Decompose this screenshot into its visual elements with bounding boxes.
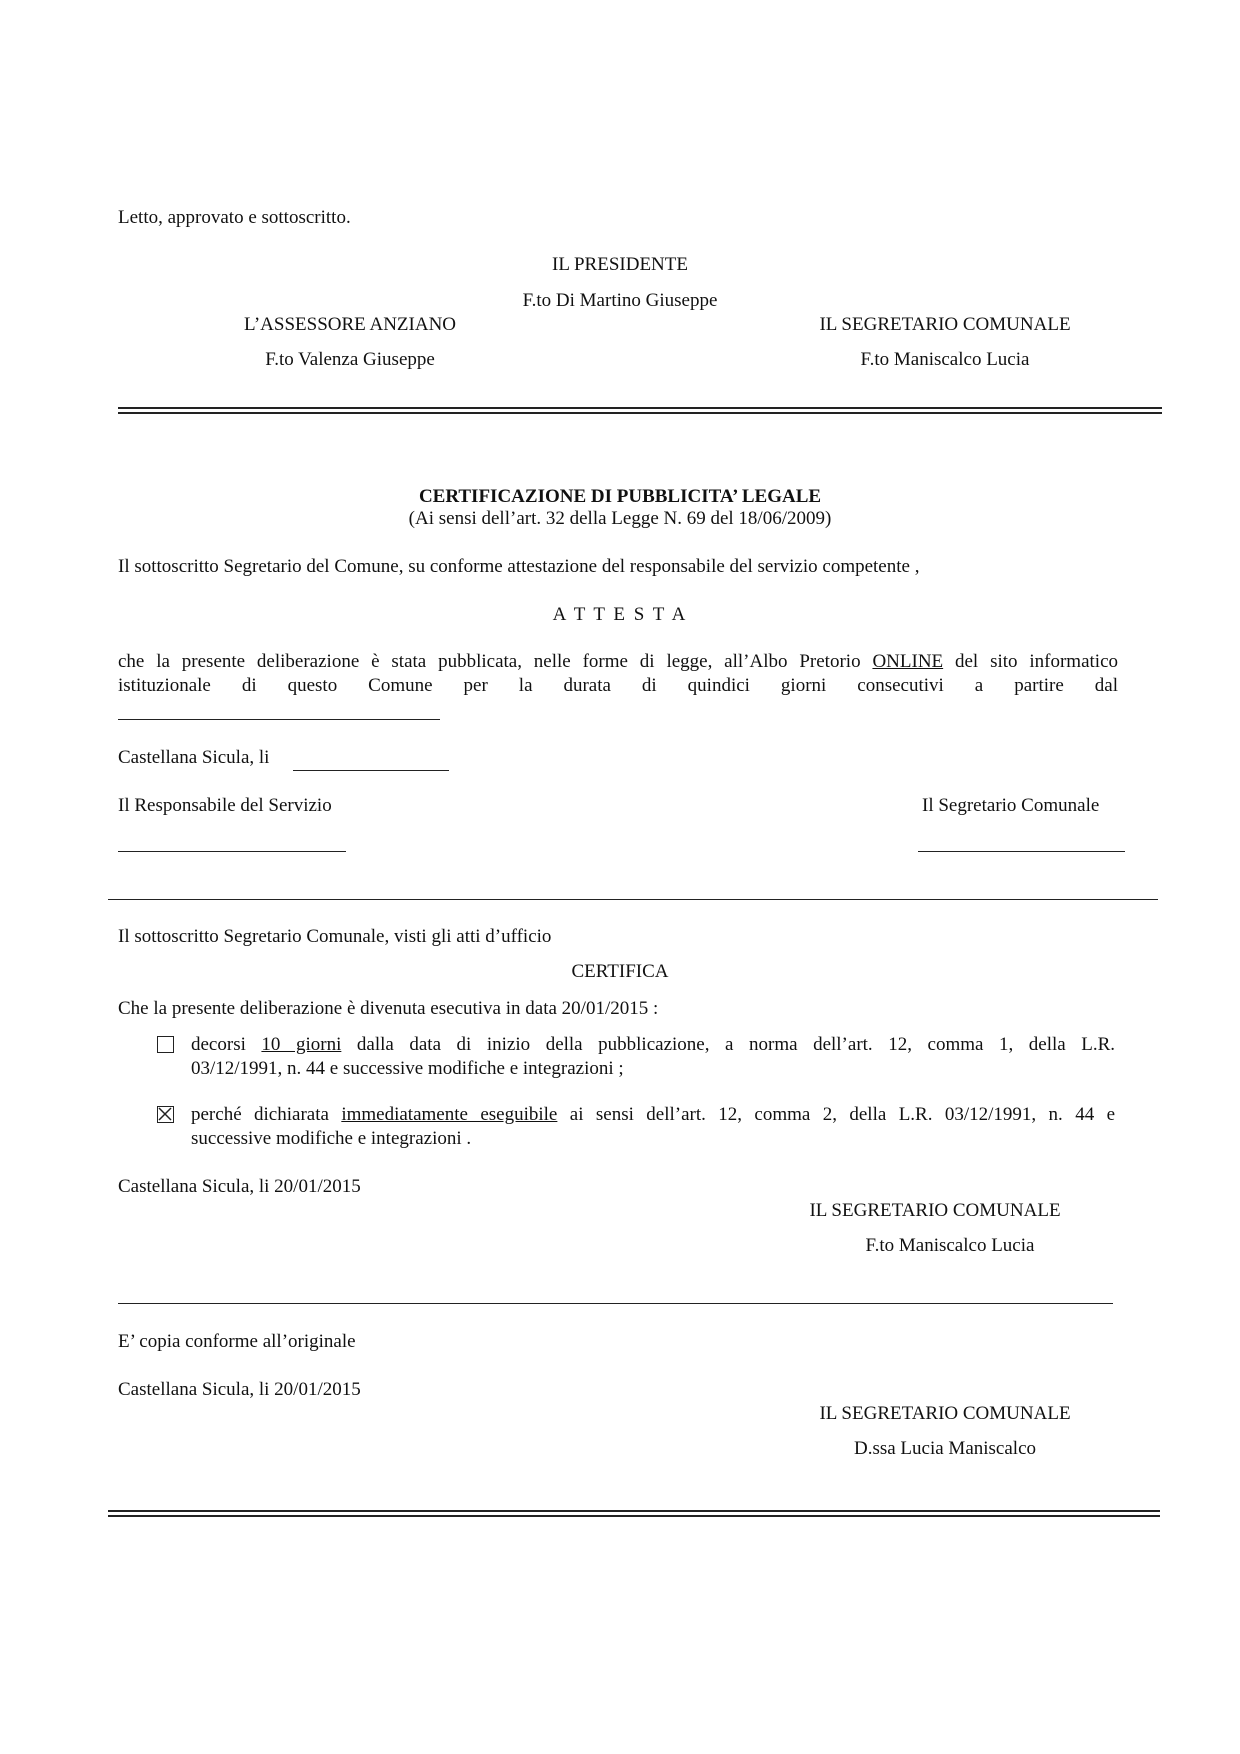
execution-intro: Il sottoscritto Segretario Comunale, visti gli atti d’ufficio (118, 926, 552, 947)
option-immediate-line-1: perché dichiarata immediatamente eseguibile ai sensi dell’art. 12, comma 2, della L.R. 03/12/1991, n. 44 e (191, 1104, 1116, 1125)
option-elapsed-checkbox[interactable] (157, 1036, 174, 1053)
copy-secretary-title: IL SEGRETARIO COMUNALE (819, 1403, 1071, 1424)
option-immediate-checkbox[interactable] (157, 1106, 174, 1123)
execution-secretary-name: F.to Maniscalco Lucia (865, 1235, 1035, 1256)
president-name: F.to Di Martino Giuseppe (522, 290, 718, 311)
checkbox-x-mark-icon (158, 1107, 172, 1121)
secretary-name: F.to Maniscalco Lucia (860, 349, 1030, 370)
publication-intro: Il sottoscritto Segretario del Comune, su conforme attestazione del responsabile del servizio competente , (118, 556, 920, 577)
immediately-executable-text: immediatamente eseguibile (341, 1104, 558, 1125)
execution-statement: Che la presente deliberazione è divenuta esecutiva in data 20/01/2015 : (118, 998, 659, 1019)
publication-body-line-2: istituzionale di questo Comune per la durata di quindici giorni consecutivi a partire dal (118, 675, 1118, 696)
publication-subheading: (Ai sensi dell’art. 32 della Legge N. 69 del 18/06/2009) (408, 508, 832, 529)
responsible-label: Il Responsabile del Servizio (118, 795, 332, 816)
execution-place-date: Castellana Sicula, li 20/01/2015 (118, 1176, 361, 1197)
copy-secretary-name: D.ssa Lucia Maniscalco (853, 1438, 1037, 1459)
attesta-heading: A T T E S T A (552, 604, 688, 625)
start-date-blank (118, 719, 440, 720)
president-title: IL PRESIDENTE (552, 254, 688, 275)
option-elapsed-line-2: 03/12/1991, n. 44 e successive modifiche e integrazioni ; (191, 1058, 624, 1079)
secretary-signature-line (918, 851, 1125, 852)
publication-place-date-label: Castellana Sicula, li (118, 747, 270, 768)
ten-days-text: 10 giorni (261, 1034, 342, 1055)
bottom-divider-double (108, 1510, 1160, 1517)
publication-body-line-1 (118, 650, 1118, 674)
copy-statement: E’ copia conforme all’originale (118, 1331, 356, 1352)
online-text: ONLINE (872, 651, 944, 672)
publication-date-blank (293, 770, 449, 771)
publication-body-text: che la presente deliberazione è stata pubblicata, nelle forme di legge, all’Albo Pretorio (118, 651, 861, 672)
approval-intro: Letto, approvato e sottoscritto. (118, 207, 351, 228)
section-divider (108, 899, 1158, 900)
assessor-name: F.to Valenza Giuseppe (265, 349, 435, 370)
section-divider (118, 1303, 1113, 1304)
publication-secretary-label: Il Segretario Comunale (922, 795, 1100, 816)
section-divider-double (118, 407, 1162, 414)
certifica-heading: CERTIFICA (571, 961, 669, 982)
secretary-title: IL SEGRETARIO COMUNALE (819, 314, 1071, 335)
responsible-signature-line (118, 851, 346, 852)
assessor-title: L’ASSESSORE ANZIANO (243, 314, 457, 335)
publication-body-text-end: del sito informatico (955, 651, 1119, 672)
execution-secretary-title: IL SEGRETARIO COMUNALE (809, 1200, 1061, 1221)
copy-place-date: Castellana Sicula, li 20/01/2015 (118, 1379, 361, 1400)
option-elapsed-line-1: decorsi 10 giorni dalla data di inizio della pubblicazione, a norma dell’art. 12, comma 1, della L.R. (191, 1034, 1116, 1055)
option-immediate-line-2: successive modifiche e integrazioni . (191, 1128, 472, 1149)
publication-heading: CERTIFICAZIONE DI PUBBLICITA’ LEGALE (418, 486, 822, 507)
